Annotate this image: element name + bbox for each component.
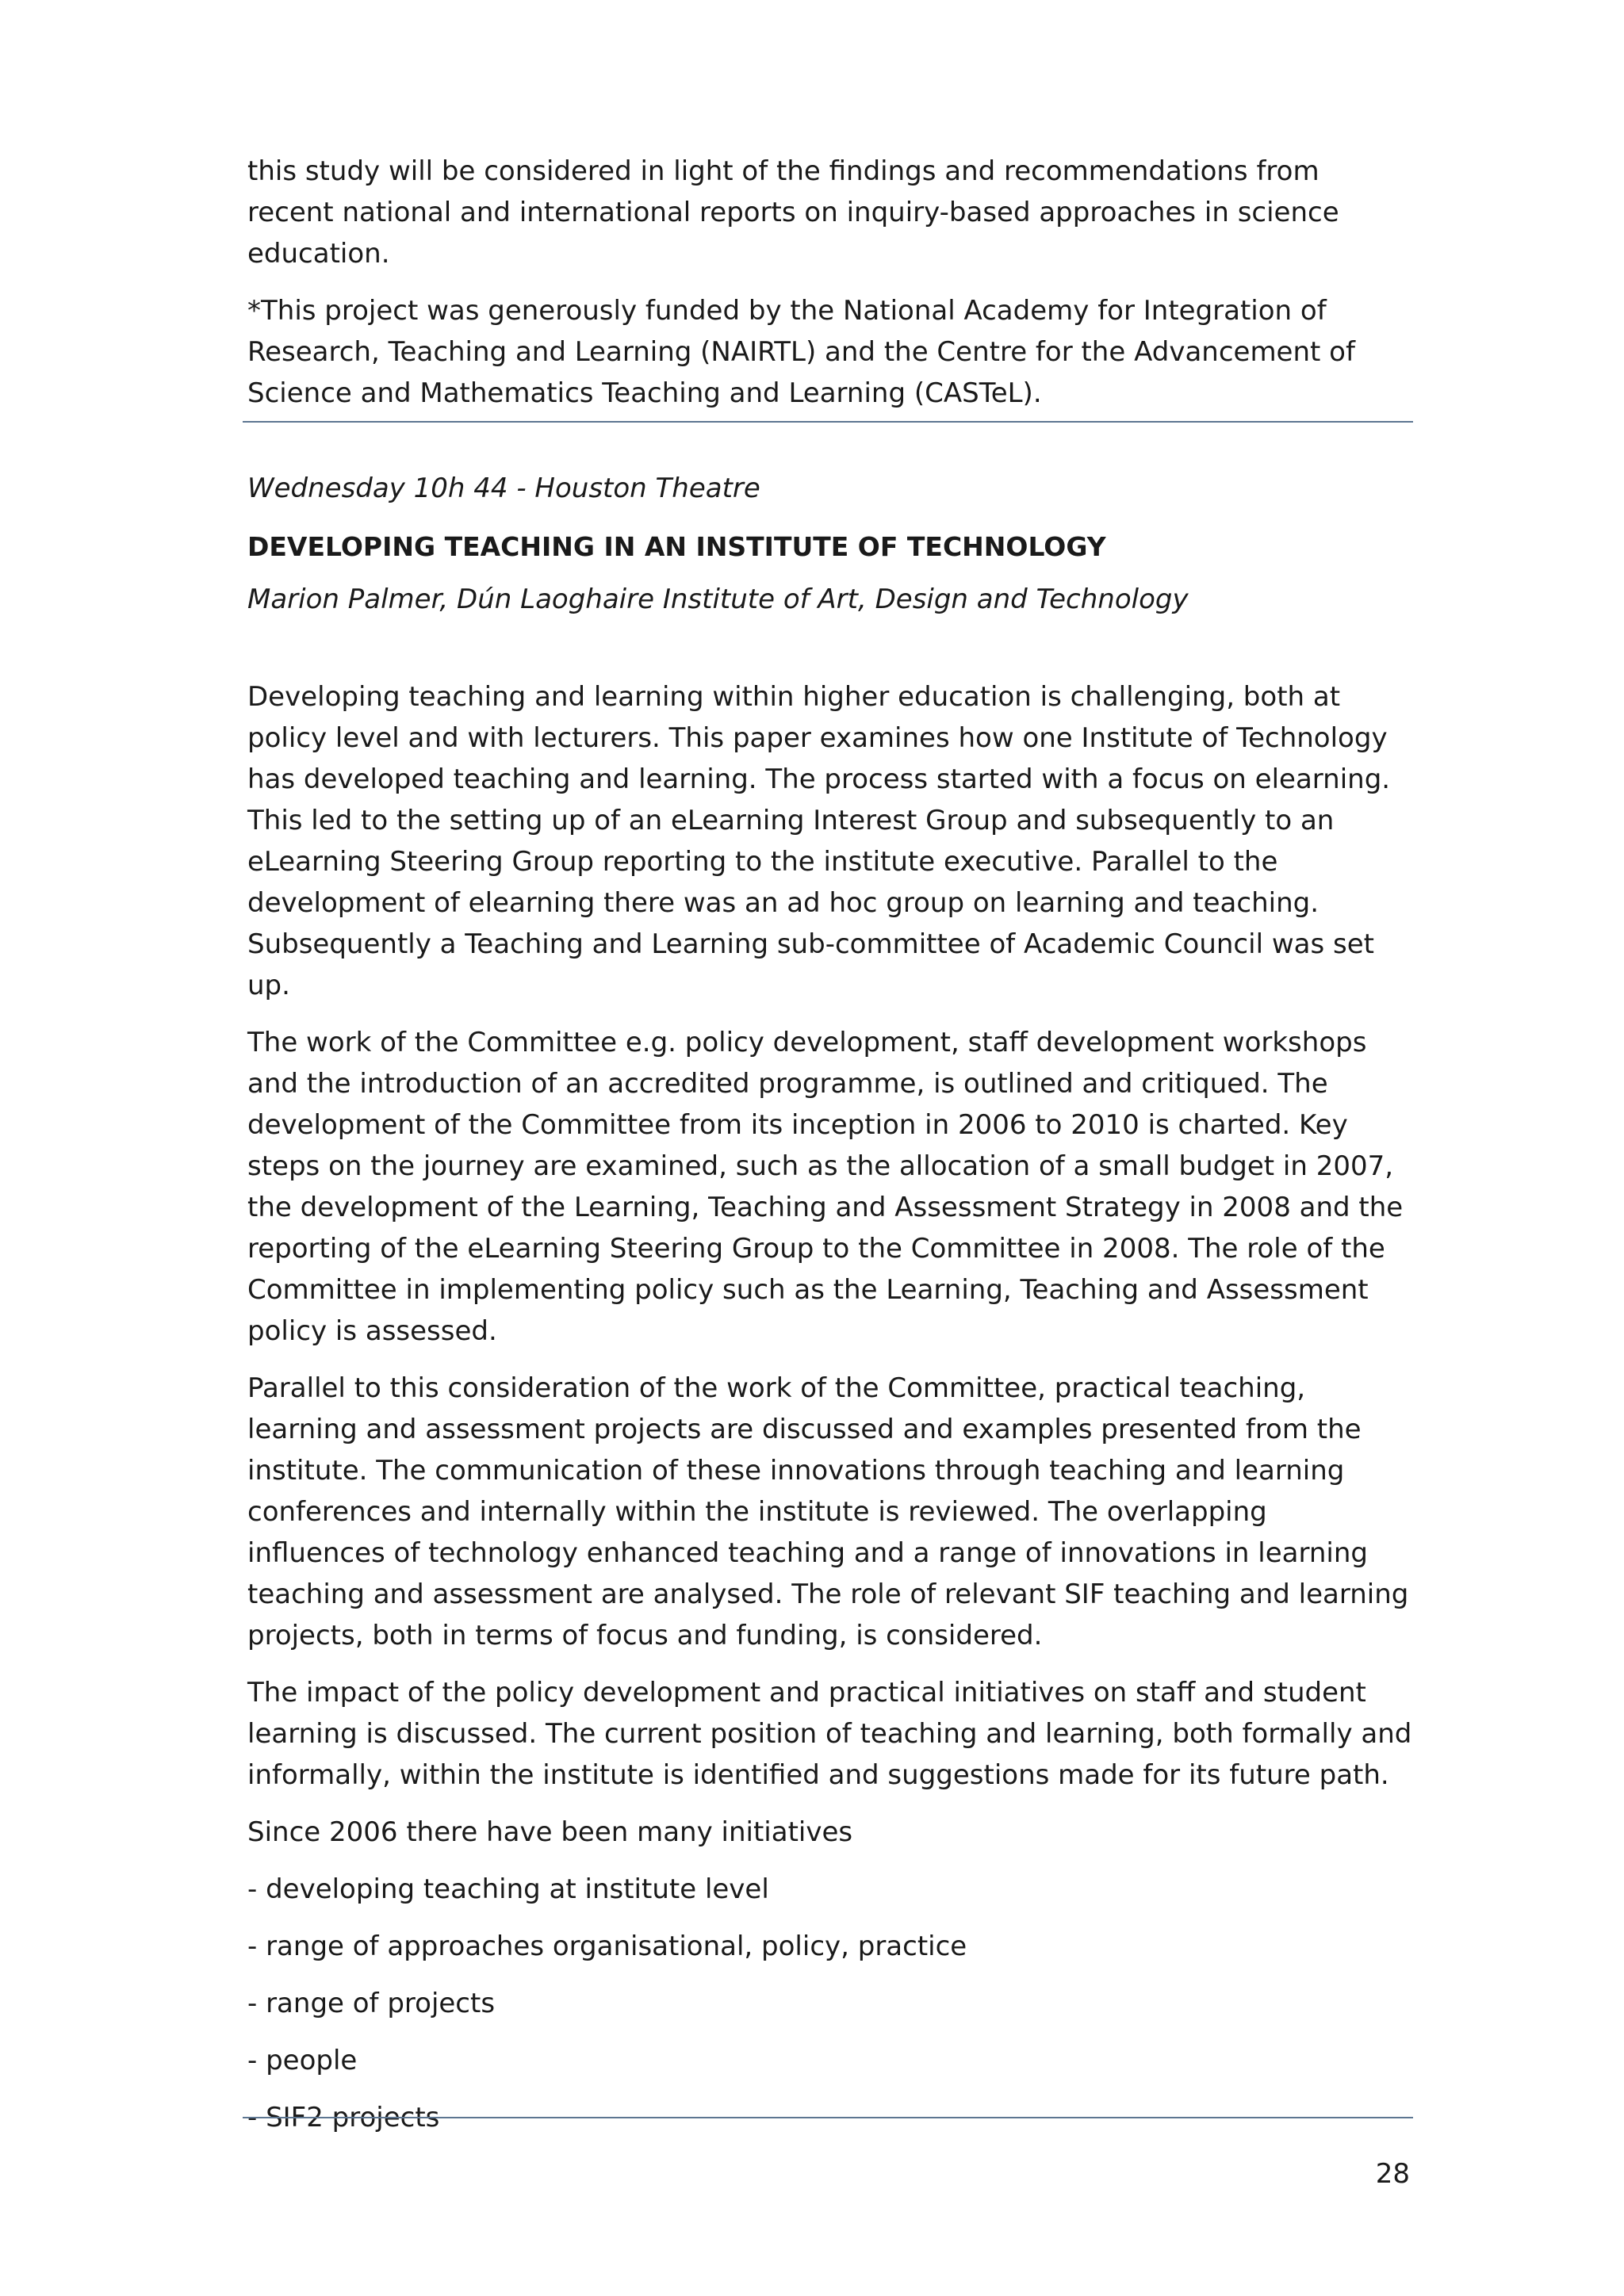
session-time-location: Wednesday 10h 44 - Houston Theatre bbox=[247, 473, 760, 504]
abstract-paragraph-1: Developing teaching and learning within higher education is challenging, both at policy level and with lecturers. This paper examines how one Institute of Technology has developed teaching and learning. The process started with a focus on elearning. This led to the setting up of an eLearning Interest Group and subsequently to an eLearning Steering Group reporting to the institute executive. Parallel to the development of elearning there was an ad hoc group on learning and teaching. Subsequently a Teaching and Learning sub-committee of Academic Council was set up. bbox=[247, 681, 1391, 1001]
funding-note: *This project was generously funded by the National Academy for Integration of Research, Teaching and Learning (NAIRTL) and the Centre for the Advancement of Science and Mathematics Teaching and Learning (CASTeL). bbox=[247, 295, 1355, 409]
list-item: - range of approaches organisational, policy, practice bbox=[247, 1931, 967, 1962]
section-divider-top bbox=[243, 421, 1413, 423]
abstract-paragraph-4: The impact of the policy development and practical initiatives on staff and student learning is discussed. The current position of teaching and learning, both formally and informally, within the institute is identified and suggestions made for its future path. bbox=[247, 1677, 1412, 1791]
abstract-paragraph-2: The work of the Committee e.g. policy development, staff development workshops and the introduction of an accredited programme, is outlined and critiqued. The development of the Committee from its inception in 2006 to 2010 is charted. Key steps on the journey are examined, such as the allocation of a small budget in 2007, the development of the Learning, Teaching and Assessment Strategy in 2008 and the reporting of the eLearning Steering Group to the Committee in 2008. The role of the Committee in implementing policy such as the Learning, Teaching and Assessment policy is assessed. bbox=[247, 1027, 1404, 1347]
intro-paragraph-1: this study will be considered in light of the findings and recommendations from recent national and international reports on inquiry-based approaches in science education. bbox=[247, 155, 1339, 270]
list-item: - SIF2 projects bbox=[247, 2102, 440, 2133]
list-item: - people bbox=[247, 2045, 358, 2076]
abstract-paragraph-5: Since 2006 there have been many initiatives bbox=[247, 1816, 853, 1848]
page-number: 28 bbox=[1375, 2158, 1410, 2190]
abstract-paragraph-3: Parallel to this consideration of the work of the Committee, practical teaching, learning and assessment projects are discussed and examples presented from the institute. The communication of these innovations through teaching and learning conferences and internally within the institute is reviewed. The overlapping influences of technology enhanced teaching and a range of innovations in learning teaching and assessment are analysed. The role of relevant SIF teaching and learning projects, both in terms of focus and funding, is considered. bbox=[247, 1372, 1409, 1651]
section-divider-bottom bbox=[243, 2117, 1413, 2118]
list-item: - range of projects bbox=[247, 1988, 496, 2019]
list-item: - developing teaching at institute level bbox=[247, 1873, 769, 1905]
abstract-body bbox=[247, 676, 1413, 2138]
intro-section bbox=[247, 151, 1413, 414]
paper-title: DEVELOPING TEACHING IN AN INSTITUTE OF TECHNOLOGY bbox=[247, 531, 1106, 562]
paper-author: Marion Palmer, Dún Laoghaire Institute of Art, Design and Technology bbox=[247, 584, 1189, 615]
